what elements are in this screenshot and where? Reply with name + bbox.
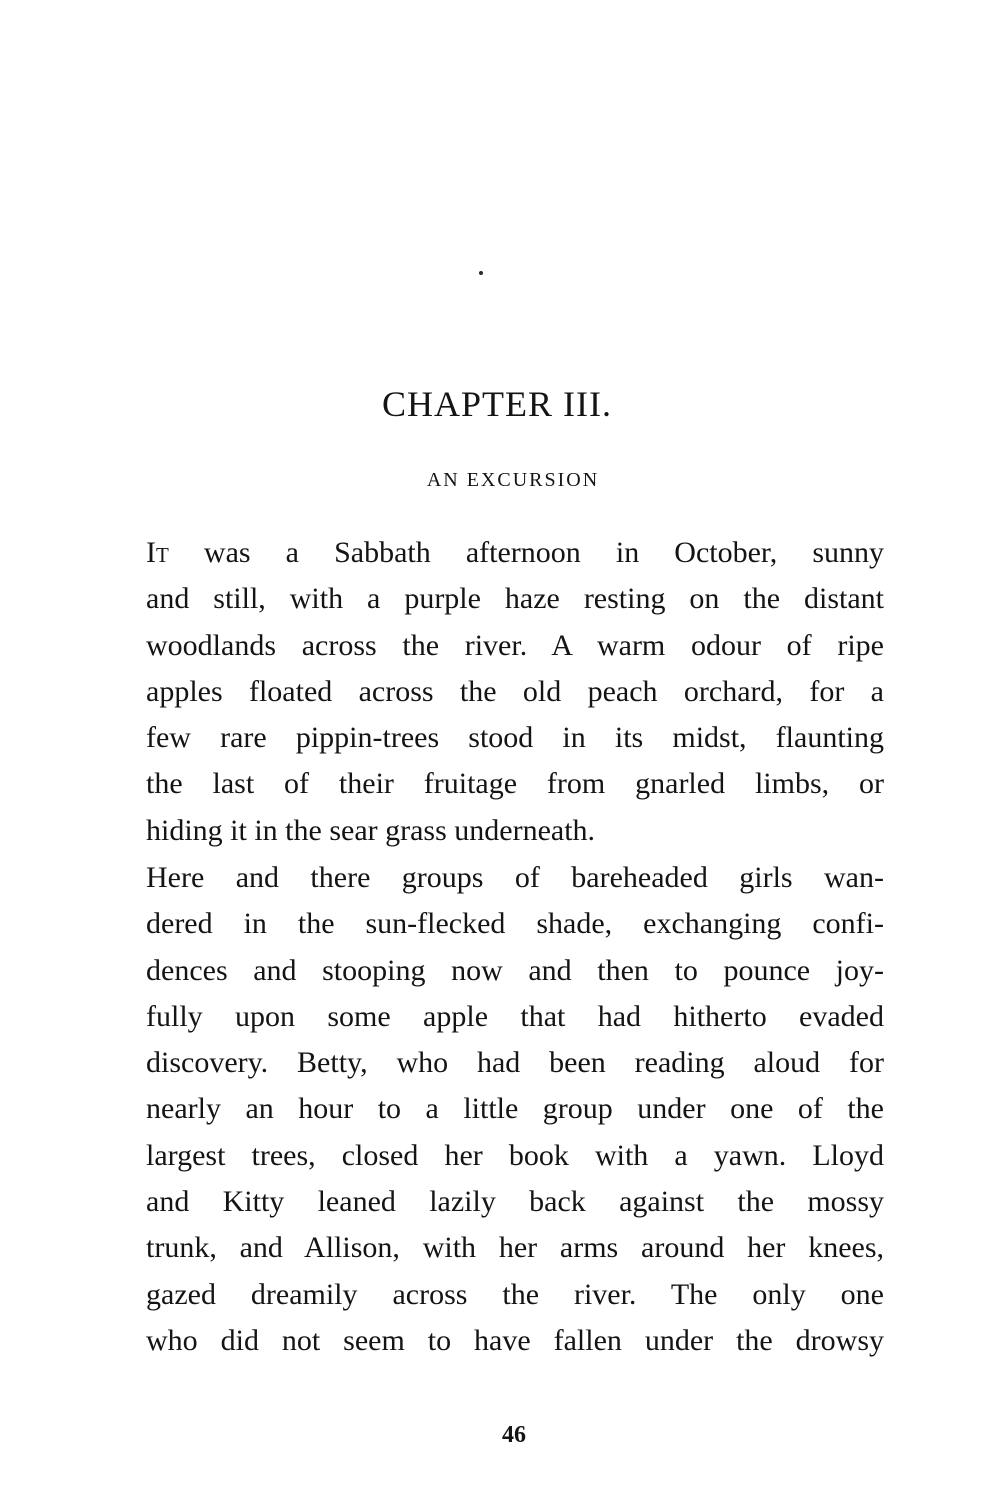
text-line: and Kitty leaned lazily back against the mossy xyxy=(146,1185,884,1219)
text-line: the last of their fruitage from gnarled limbs, or xyxy=(146,767,884,801)
text-line: apples floated across the old peach orchard, for a xyxy=(146,674,884,708)
page-number: 46 xyxy=(502,1422,526,1448)
text-line: dered in the sun-flecked shade, exchanging confi- xyxy=(146,907,884,941)
text-line: fully upon some apple that had hitherto evaded xyxy=(146,999,884,1033)
ink-speck xyxy=(479,271,483,275)
paragraph-2 xyxy=(146,855,884,1364)
text-line: nearly an hour to a little group under one of the xyxy=(146,1092,884,1126)
text-line: gazed dreamily across the river. The only one xyxy=(146,1277,884,1311)
paragraph-1 xyxy=(146,530,884,854)
text-line: dences and stooping now and then to pounce joy- xyxy=(146,953,884,987)
text-line: woodlands across the river. A warm odour of ripe xyxy=(146,628,884,662)
text-line: who did not seem to have fallen under the drowsy xyxy=(146,1323,884,1357)
text-line: trunk, and Allison, with her arms around her knees, xyxy=(146,1231,884,1265)
text-line: few rare pippin-trees stood in its midst, flaunting xyxy=(146,721,884,755)
text-line: Here and there groups of bareheaded girls wan- xyxy=(146,861,884,894)
text-line: discovery. Betty, who had been reading aloud for xyxy=(146,1046,884,1080)
lead-in-smallcaps: It xyxy=(146,536,169,569)
text-line: largest trees, closed her book with a yawn. Lloyd xyxy=(146,1138,884,1172)
chapter-subtitle: AN EXCURSION xyxy=(426,469,600,491)
text-line: and still, with a purple haze resting on the distant xyxy=(146,582,884,616)
chapter-title: CHAPTER III. xyxy=(382,384,612,424)
text-line: It was a Sabbath afternoon in October, sunny xyxy=(146,536,884,569)
text-line: hiding it in the sear grass underneath. xyxy=(146,813,596,847)
